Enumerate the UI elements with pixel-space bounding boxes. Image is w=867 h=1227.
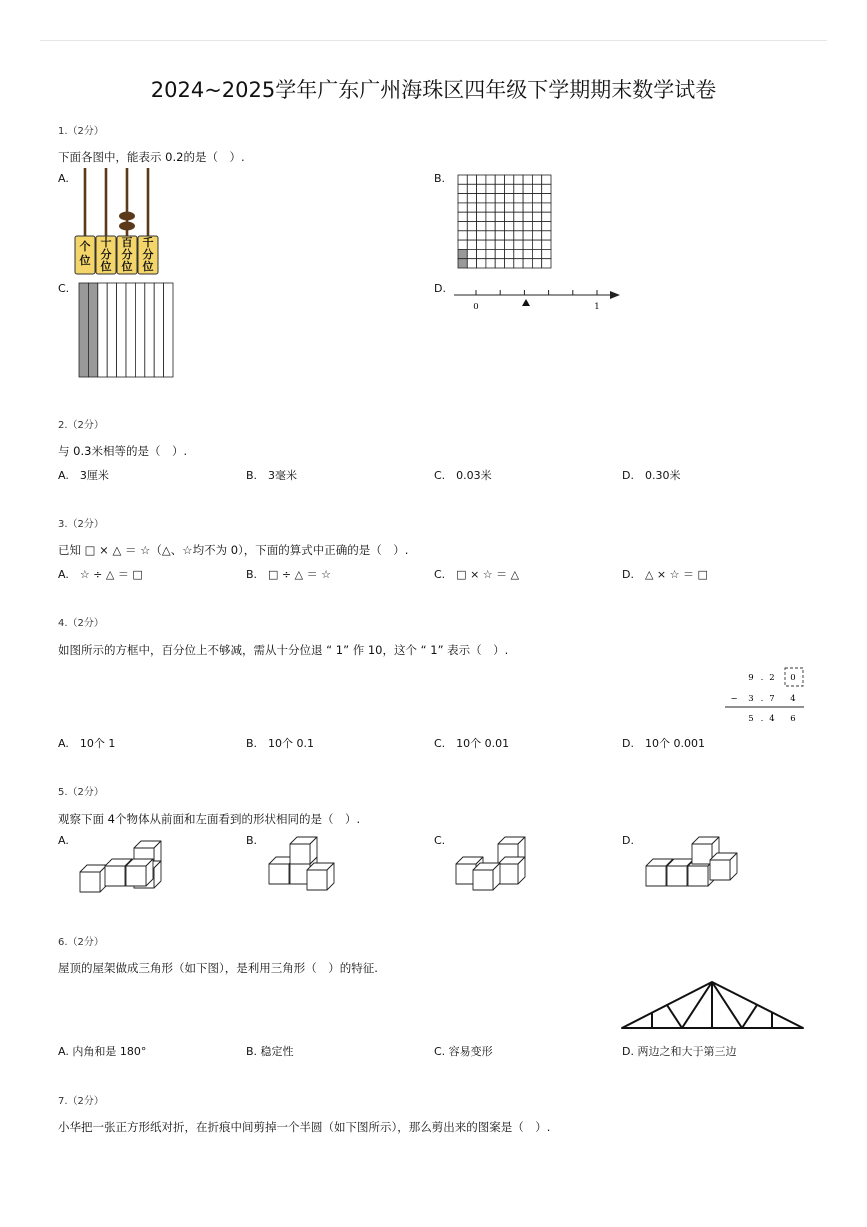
strip-column [164, 283, 173, 377]
q2-option-b[interactable]: B. 3毫米 [246, 469, 298, 482]
grid-cell [486, 231, 495, 240]
grid-cell [467, 249, 476, 258]
strip-column [126, 283, 135, 377]
grid-cell [542, 240, 551, 249]
grid-cell [458, 231, 467, 240]
grid-cell [486, 222, 495, 231]
grid-cell [505, 194, 514, 203]
q4-option-c[interactable]: C. 10个 0.01 [434, 737, 510, 750]
grid-cell [532, 240, 541, 249]
grid-cell [477, 203, 486, 212]
grid-cell [532, 203, 541, 212]
grid-cell [542, 184, 551, 193]
grid-cell [532, 212, 541, 221]
grid-cell [532, 249, 541, 258]
calc-r2-d2: 7 [769, 694, 775, 704]
hundred-grid-figure [458, 175, 552, 269]
svg-text:分: 分 [121, 248, 133, 261]
grid-cell [514, 212, 523, 221]
grid-cell [458, 222, 467, 231]
cube [80, 865, 107, 892]
subtraction-figure [722, 666, 808, 726]
number-line-marker [522, 299, 530, 306]
page-title: 2024~2025学年广东广州海珠区四年级下学期期末数学试卷 [150, 78, 717, 102]
grid-cell [542, 231, 551, 240]
strip-column [117, 283, 126, 377]
q5-option-a-label[interactable]: A. [58, 834, 69, 847]
grid-cell [477, 231, 486, 240]
grid-cell [467, 259, 476, 268]
grid-cell [477, 259, 486, 268]
grid-cell [467, 222, 476, 231]
grid-cell [495, 184, 504, 193]
cube-figure-c [454, 834, 544, 896]
grid-cell [458, 184, 467, 193]
strip-column [88, 283, 97, 377]
q4-option-a[interactable]: A. 10个 1 [58, 737, 116, 750]
grid-cell [514, 203, 523, 212]
q1-option-c-label[interactable]: C. [58, 282, 70, 295]
grid-cell [523, 212, 532, 221]
grid-cell [514, 249, 523, 258]
calc-r3-d2: 4 [769, 714, 775, 724]
grid-cell [523, 231, 532, 240]
q6-option-c[interactable]: C. 容易变形 [434, 1045, 493, 1058]
number-line-start: 0 [473, 302, 479, 312]
grid-cell [505, 259, 514, 268]
q6-option-d[interactable]: D. 两边之和大于第三边 [622, 1045, 737, 1058]
grid-cell [467, 203, 476, 212]
grid-cell [505, 212, 514, 221]
calc-r1-d2: 2 [769, 673, 775, 683]
cube [498, 857, 525, 884]
grid-cell [477, 249, 486, 258]
strip-column [107, 283, 116, 377]
q4-text: 如图所示的方框中，百分位上不够减，需从十分位退 “ 1” 作 10，这个 “ 1” 表示（ ）. [58, 643, 509, 657]
q3-option-b[interactable]: B. □ ÷ △ ＝ ☆ [246, 568, 331, 581]
cube [710, 853, 737, 880]
grid-cell [495, 203, 504, 212]
calc-r1-d3: 0 [790, 673, 796, 683]
strip-column [154, 283, 163, 377]
svg-text:十: 十 [100, 236, 112, 249]
number-line-arrow [610, 291, 620, 299]
grid-cell [495, 212, 504, 221]
grid-cell [514, 240, 523, 249]
grid-cell [495, 259, 504, 268]
svg-text:位: 位 [79, 254, 91, 267]
grid-cell [514, 259, 523, 268]
cube [473, 863, 500, 890]
grid-cell [467, 231, 476, 240]
grid-cell [523, 175, 532, 184]
cube-figure-b [267, 834, 357, 896]
q7-text: 小华把一张正方形纸对折，在折痕中间剪掉一个半圆（如下图所示），那么剪出来的图案是（ ）. [58, 1120, 551, 1134]
cube-figure-d [644, 830, 744, 892]
svg-text:位: 位 [142, 260, 154, 273]
abacus-figure [72, 164, 164, 279]
grid-cell [477, 240, 486, 249]
svg-text:分: 分 [100, 248, 112, 261]
q3-text: 已知 □ × △ ＝ ☆（△、☆均不为 0），下面的算式中正确的是（ ）. [58, 543, 409, 557]
grid-cell [514, 231, 523, 240]
q6-option-b[interactable]: B. 稳定性 [246, 1045, 294, 1058]
calc-r3-pt: . [760, 714, 764, 724]
q3-option-c[interactable]: C. □ × ☆ ＝ △ [434, 568, 520, 581]
q1-option-b-label[interactable]: B. [434, 172, 446, 185]
q5-text: 观察下面 4个物体从前面和左面看到的形状相同的是（ ）. [58, 812, 361, 826]
q6-option-a[interactable]: A. 内角和是 180° [58, 1045, 147, 1058]
q1-text: 下面各图中，能表示 0.2的是（ ）. [58, 150, 245, 164]
cube [290, 837, 317, 864]
grid-cell [486, 240, 495, 249]
q6-text: 屋顶的屋架做成三角形（如下图），是利用三角形（ ）的特征. [58, 961, 378, 975]
grid-cell [542, 259, 551, 268]
calc-r2-pt: . [760, 694, 764, 704]
grid-cell [523, 249, 532, 258]
grid-cell [505, 184, 514, 193]
grid-cell [495, 194, 504, 203]
grid-cell [514, 222, 523, 231]
grid-cell [542, 249, 551, 258]
grid-cell [505, 203, 514, 212]
strip-column [135, 283, 144, 377]
grid-cell [495, 175, 504, 184]
calc-r3-d1: 5 [748, 714, 754, 724]
grid-cell [477, 175, 486, 184]
svg-text:位: 位 [100, 260, 112, 273]
grid-cell [505, 249, 514, 258]
q4-number: 4.（2分） [58, 618, 104, 629]
grid-cell [542, 175, 551, 184]
grid-cell [467, 194, 476, 203]
q2-text: 与 0.3米相等的是（ ）. [58, 444, 188, 458]
grid-cell [532, 231, 541, 240]
q3-number: 3.（2分） [58, 519, 104, 530]
q7-number: 7.（2分） [58, 1096, 104, 1107]
cube [307, 863, 334, 890]
calc-r3-d3: 6 [790, 714, 796, 724]
q3-option-a[interactable]: A. ☆ ÷ △ ＝ □ [58, 568, 143, 581]
cube-figure-a [78, 834, 168, 896]
grid-cell [477, 212, 486, 221]
grid-cell [514, 194, 523, 203]
grid-cell [495, 222, 504, 231]
grid-cell [542, 212, 551, 221]
grid-cell [486, 194, 495, 203]
q2-option-d[interactable]: D. 0.30米 [622, 469, 681, 482]
grid-cell [458, 240, 467, 249]
calc-r1-d1: 9 [748, 673, 754, 683]
grid-cell [523, 259, 532, 268]
grid-cell [542, 222, 551, 231]
strip-column [145, 283, 154, 377]
roof-truss-figure [619, 979, 807, 1031]
strip-column [98, 283, 107, 377]
grid-cell [467, 212, 476, 221]
grid-cell [505, 231, 514, 240]
q1-option-a-label[interactable]: A. [58, 172, 69, 185]
grid-cell [458, 259, 467, 268]
q5-option-c-label[interactable]: C. [434, 834, 446, 847]
q2-option-c[interactable]: C. 0.03米 [434, 469, 492, 482]
number-line-end: 1 [594, 302, 600, 312]
grid-cell [505, 240, 514, 249]
grid-cell [495, 249, 504, 258]
grid-cell [505, 222, 514, 231]
number-line-figure [452, 285, 624, 313]
strip-column [79, 283, 88, 377]
grid-cell [477, 222, 486, 231]
tenths-strip-figure [79, 283, 174, 378]
grid-cell [467, 175, 476, 184]
grid-cell [477, 184, 486, 193]
grid-cell [486, 175, 495, 184]
top-divider [40, 40, 827, 41]
q2-option-a[interactable]: A. 3厘米 [58, 469, 109, 482]
grid-cell [523, 203, 532, 212]
grid-cell [458, 203, 467, 212]
calc-r2-minus: − [730, 694, 738, 704]
q5-option-d-label[interactable]: D. [622, 834, 634, 847]
grid-cell [523, 222, 532, 231]
q1-number: 1.（2分） [58, 126, 104, 137]
calc-r2-d1: 3 [748, 694, 754, 704]
q1-option-d-label[interactable]: D. [434, 282, 446, 295]
q6-number: 6.（2分） [58, 937, 104, 948]
grid-cell [458, 175, 467, 184]
grid-cell [542, 194, 551, 203]
grid-cell [486, 212, 495, 221]
grid-cell [523, 194, 532, 203]
grid-cell [467, 184, 476, 193]
grid-cell [467, 240, 476, 249]
grid-cell [523, 184, 532, 193]
grid-cell [477, 194, 486, 203]
grid-cell [532, 259, 541, 268]
cube [126, 859, 153, 886]
q4-option-b[interactable]: B. 10个 0.1 [246, 737, 315, 750]
grid-cell [514, 175, 523, 184]
q2-number: 2.（2分） [58, 420, 104, 431]
grid-cell [458, 249, 467, 258]
q5-option-b-label[interactable]: B. [246, 834, 258, 847]
calc-r2-d3: 4 [790, 694, 796, 704]
grid-cell [486, 203, 495, 212]
calc-r1-pt: . [760, 673, 764, 683]
grid-cell [532, 175, 541, 184]
grid-cell [514, 184, 523, 193]
q3-option-d[interactable]: D. △ × ☆ ＝ □ [622, 568, 708, 581]
grid-cell [532, 222, 541, 231]
grid-cell [495, 231, 504, 240]
q5-number: 5.（2分） [58, 787, 104, 798]
grid-cell [505, 175, 514, 184]
abacus-label-ones: 个 [79, 240, 91, 253]
svg-text:位: 位 [121, 260, 133, 273]
grid-cell [486, 184, 495, 193]
q4-option-d[interactable]: D. 10个 0.001 [622, 737, 705, 750]
svg-text:分: 分 [142, 248, 154, 261]
grid-cell [495, 240, 504, 249]
svg-text:千: 千 [142, 236, 154, 249]
grid-cell [532, 184, 541, 193]
grid-cell [458, 194, 467, 203]
grid-cell [523, 240, 532, 249]
grid-cell [458, 212, 467, 221]
grid-cell [532, 194, 541, 203]
svg-text:百: 百 [121, 236, 133, 249]
grid-cell [542, 203, 551, 212]
grid-cell [486, 249, 495, 258]
grid-cell [486, 259, 495, 268]
